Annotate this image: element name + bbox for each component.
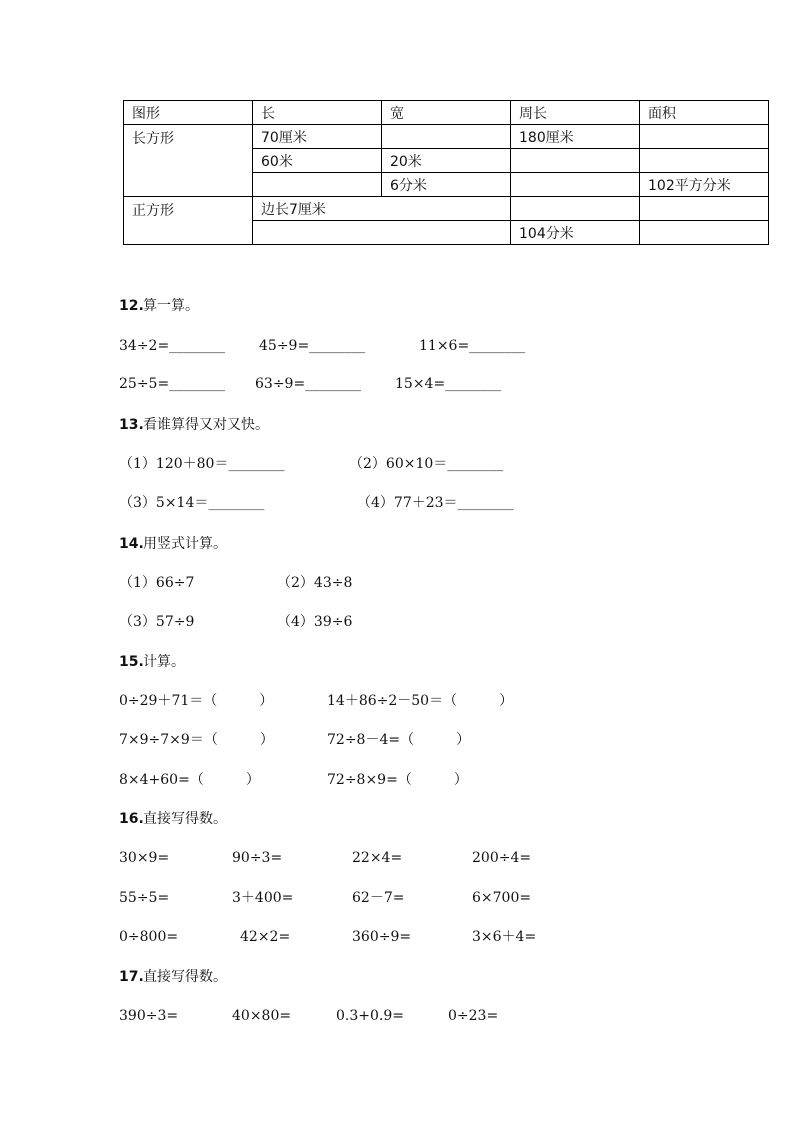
q12-title: 算一算。 xyxy=(143,298,199,314)
problem: 15×4=________ xyxy=(395,376,502,392)
shape-table xyxy=(123,100,769,245)
problem: （2）43÷8 xyxy=(277,575,353,591)
problem: （3）5×14＝________ xyxy=(119,495,265,511)
table-cell: 102平方分米 xyxy=(640,173,769,197)
table-cell: 6分米 xyxy=(382,173,511,197)
problem: （2）60×10＝________ xyxy=(349,456,504,472)
q17-number: 17. xyxy=(119,969,144,985)
problem: （1）66÷7 xyxy=(119,575,195,591)
table-cell xyxy=(640,125,769,149)
problem: （1）120＋80＝________ xyxy=(119,456,285,472)
header-shape: 图形 xyxy=(124,101,253,125)
problem: 0÷800= xyxy=(119,929,179,945)
table-cell xyxy=(253,221,511,245)
header-perimeter: 周长 xyxy=(511,101,640,125)
table-row xyxy=(124,197,769,221)
q12-number: 12. xyxy=(119,298,144,314)
problem: （4）39÷6 xyxy=(277,614,353,630)
q17-title: 直接写得数。 xyxy=(143,969,227,985)
problem: 390÷3= xyxy=(119,1008,179,1024)
problem: 3＋400= xyxy=(232,890,294,906)
table-cell: 20米 xyxy=(382,149,511,173)
table-cell: 180厘米 xyxy=(511,125,640,149)
problem: 22×4= xyxy=(352,850,403,866)
problem: 0÷23= xyxy=(448,1008,499,1024)
q14-number: 14. xyxy=(119,536,144,552)
problem: 72÷8－4=（ ） xyxy=(327,732,471,748)
table-cell xyxy=(640,197,769,221)
problem: 72÷8×9=（ ） xyxy=(327,772,468,788)
problem: 63÷9=________ xyxy=(255,376,362,392)
table-cell: 104分米 xyxy=(511,221,640,245)
q16-number: 16. xyxy=(119,811,144,827)
problem: 7×9÷7×9＝（ ） xyxy=(119,732,274,748)
header-area: 面积 xyxy=(640,101,769,125)
table-cell xyxy=(253,173,382,197)
problem: 0.3+0.9= xyxy=(336,1008,404,1024)
problem: 90÷3= xyxy=(232,850,283,866)
problem: 6×700= xyxy=(472,890,532,906)
problem: 14＋86÷2－50＝（ ） xyxy=(327,693,514,709)
problem: 42×2= xyxy=(240,929,291,945)
table-cell xyxy=(511,149,640,173)
table-cell xyxy=(511,173,640,197)
problem: 45÷9=________ xyxy=(259,338,366,354)
header-length: 长 xyxy=(253,101,382,125)
table-row xyxy=(124,125,769,149)
table-header-row xyxy=(124,101,769,125)
rectangle-label: 长方形 xyxy=(124,125,253,197)
square-label: 正方形 xyxy=(124,197,253,245)
q13-number: 13. xyxy=(119,417,144,433)
table-cell: 70厘米 xyxy=(253,125,382,149)
problem: 3×6＋4= xyxy=(472,929,537,945)
q13-title: 看谁算得又对又快。 xyxy=(143,417,269,433)
table-cell xyxy=(640,149,769,173)
problem: 11×6=________ xyxy=(419,338,526,354)
table-cell: 边长7厘米 xyxy=(253,197,511,221)
problem: 30×9= xyxy=(119,850,170,866)
problem: 55÷5= xyxy=(119,890,170,906)
problem: 40×80= xyxy=(232,1008,292,1024)
q15-title: 计算。 xyxy=(143,654,185,670)
problem: 34÷2=________ xyxy=(119,338,226,354)
problem: 360÷9= xyxy=(352,929,412,945)
problem: 0÷29＋71＝（ ） xyxy=(119,693,274,709)
table-cell xyxy=(382,125,511,149)
header-width: 宽 xyxy=(382,101,511,125)
problem: 62－7= xyxy=(352,890,405,906)
problem: 8×4+60=（ ） xyxy=(119,772,260,788)
q15-number: 15. xyxy=(119,654,144,670)
q16-title: 直接写得数。 xyxy=(143,811,227,827)
q14-title: 用竖式计算。 xyxy=(143,536,227,552)
problem: （4）77＋23＝________ xyxy=(357,495,514,511)
table-cell xyxy=(511,197,640,221)
problem: （3）57÷9 xyxy=(119,614,195,630)
table-cell: 60米 xyxy=(253,149,382,173)
problem: 200÷4= xyxy=(472,850,532,866)
table-cell xyxy=(640,221,769,245)
problem: 25÷5=________ xyxy=(119,376,226,392)
